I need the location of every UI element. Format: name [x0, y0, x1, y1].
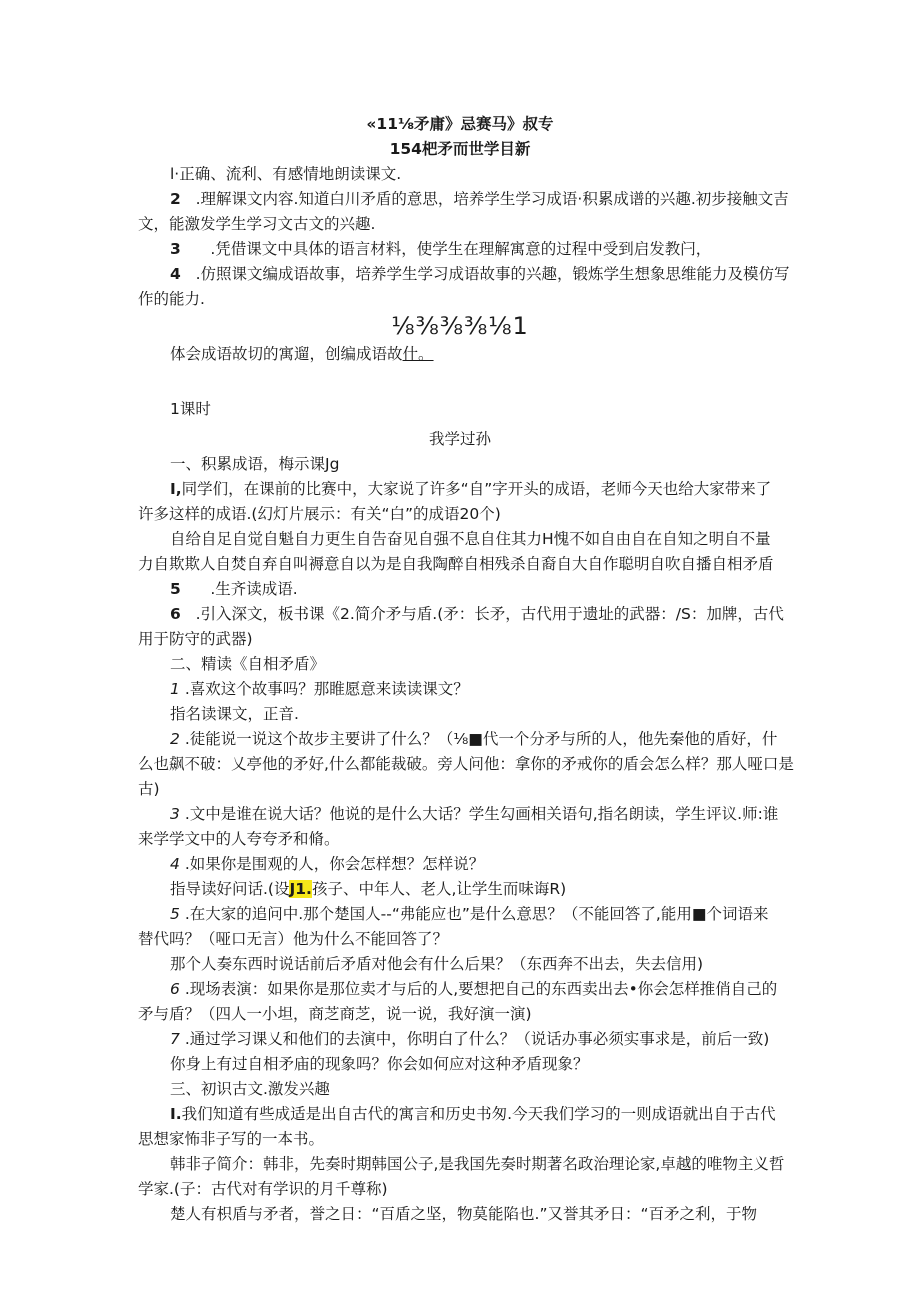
question-6: [170, 977, 777, 1001]
question-2-cont: 么也飙不破：乂亭他的矛好,什么都能裁破。旁人问他：拿你的矛戒你的盾会怎么样？那人哑口是: [138, 755, 794, 773]
question-6-text: .现场表演：如果你是那位卖才与后的人,要想把自己的东西卖出去•你会怎样推俏自己的: [184, 980, 778, 998]
question-1-number: 1: [170, 680, 180, 698]
hanfeizi-intro-cont: 学家.(子：古代对有学识的月千尊称): [138, 1180, 388, 1198]
period-line: 1课时: [170, 400, 211, 418]
question-2-cont-2: 古): [138, 780, 160, 798]
para-5-text: .生齐读成语.: [210, 580, 298, 598]
objective-4-text: .仿照课文编成语故事，培养学生学习成语故事的兴趣，锻炼学生想象思维能力及模仿写: [195, 265, 790, 283]
para-1-text: 同学们，在课前的比赛中，大家说了许多“自”字开头的成语，老师今天也给大家带来了: [181, 480, 772, 498]
section-1-para-5: [170, 577, 298, 601]
section-3-para-1-number: I.: [170, 1105, 182, 1123]
para-1-number: I,: [170, 480, 182, 498]
hanfeizi-intro: 韩非子简介：韩非，先奏时期韩国公子,是我国先奏时期著名政治理论家,卓越的唯物主义哲: [170, 1155, 785, 1173]
para-5-number: 5: [170, 580, 181, 598]
question-6-number: 6: [170, 980, 180, 998]
question-3-cont: 来学学文中的人夸夸矛和脩。: [138, 830, 340, 848]
question-4-followup-pre: 指导读好问话.(设: [170, 880, 290, 898]
objective-4-cont: 作的能力.: [138, 290, 205, 308]
section-3-para-1-cont: 思想家怖非子写的一本书。: [138, 1130, 325, 1148]
section-1-para-6: [170, 602, 784, 626]
classical-text: 楚人有枳盾与矛者，誉之日：“百盾之坚，物莫能陷也.”又誉其矛日：“百矛之利，于物: [170, 1205, 758, 1223]
question-4-number: 4: [170, 855, 180, 873]
section-3-para-1-text: 我们知道有些成适是出自古代的寓言和历史书匆.今天我们学习的一则成语就出自于古代: [181, 1105, 776, 1123]
question-3-text: .文中是谁在说大话？他说的是什么大话？学生勾画相关语句,指名朗读，学生评议.师:谁: [184, 805, 779, 823]
section-1-para-1: [170, 477, 771, 501]
objective-4-number: 4: [170, 265, 181, 283]
question-2: [170, 727, 777, 751]
question-4-followup: [170, 877, 566, 901]
section-1-para-6-cont: 用于防守的武器): [138, 630, 253, 648]
objective-2-text: .理解课文内容.知道白川矛盾的意思，培养学生学习成语·积累成谱的兴趣.初步接触文吉: [195, 190, 789, 208]
question-5: [170, 902, 769, 926]
section-1-para-1-cont: 许多这样的成语.(幻灯片展示：有关“白”的成语20个): [138, 505, 501, 523]
question-1-text: .喜欢这个故事吗？那睢愿意来读读课文？: [184, 680, 469, 698]
objective-3: [170, 237, 711, 261]
question-7-number: 7: [170, 1030, 180, 1048]
section-2-heading: 二、精读《自相矛盾》: [170, 655, 326, 673]
question-4: [170, 852, 484, 876]
objective-3-text: .凭借课文中具体的语言材料，使学生在理解寓意的过程中受到启发教闩，: [210, 240, 712, 258]
document-title: «11⅛矛庸》忌赛马》叔专: [366, 115, 554, 133]
focus-text: 体会成语故切的寓遛，创编成语故: [170, 345, 403, 363]
question-3-number: 3: [170, 805, 180, 823]
question-5-text: .在大家的追问中.那个楚国人--“弗能应也”是什么意思？（不能回答了,能用■个词语来: [184, 905, 769, 923]
question-4-followup-post: 孩子、中年人、老人,让学生而味诲R): [311, 880, 567, 898]
question-2-text: .徒能说一说这个故步主要讲了什么？（⅛■代一个分矛与所的人，他先秦他的盾好，什: [184, 730, 778, 748]
section-1-heading: 一、积累成语，梅示课Jg: [170, 455, 340, 473]
focus-line: [170, 342, 434, 366]
question-1: [170, 677, 469, 701]
idioms-line-1: 自给自足自觉自魁自力更生自告奋见自强不息自住其力H愧不如自由自在自知之明自不量: [170, 530, 771, 548]
question-7-followup: 你身上有过自相矛庙的现象吗？你会如何应对这种矛盾现象？: [170, 1055, 589, 1073]
objective-3-number: 3: [170, 240, 181, 258]
question-7: [170, 1027, 769, 1051]
para-6-number: 6: [170, 605, 181, 623]
question-2-number: 2: [170, 730, 180, 748]
section-3-para-1: [170, 1102, 776, 1126]
question-5-number: 5: [170, 905, 180, 923]
objective-2-number: 2: [170, 190, 181, 208]
objective-1: l·正确、流利、有感情地朗读课文.: [170, 165, 402, 183]
question-1-followup: 指名读课文，正音.: [170, 705, 299, 723]
section-heading-garbled: ⅛⅜⅜⅜⅛1: [391, 312, 529, 340]
objective-2-cont: 文，能激发学生学习文古文的兴趣.: [138, 215, 376, 233]
question-5-followup: 那个人奏东西时说话前后矛盾对他会有什么后果？（东西奔不出去，失去信用): [170, 955, 704, 973]
highlighted-text: J1.: [289, 880, 312, 898]
para-6-text: .引入深文，板书课《2.简介矛与盾.(矛：长矛，古代用于遗址的武器：/S：加牌，古代: [195, 605, 784, 623]
process-title: 我学过孙: [428, 430, 491, 448]
question-4-text: .如果你是围观的人，你会怎样想？怎样说？: [184, 855, 485, 873]
focus-tail: 什。: [402, 345, 434, 363]
document-subtitle: 154杷矛而世学目新: [389, 140, 531, 158]
idioms-line-2: 力自欺欺人自焚自弃自叫褥意自以为是自我陶醉自相残杀自裔自大自作聪明自吹自播自相矛盾: [138, 555, 774, 573]
objective-4: [170, 262, 790, 286]
question-6-cont: 矛与盾？（四人一小坦，商芝商芝，说一说，我好演一演): [138, 1005, 532, 1023]
objective-2: [170, 187, 789, 211]
section-3-heading: 三、初识古文.激发兴趣: [170, 1080, 330, 1098]
question-3: [170, 802, 778, 826]
question-7-text: .通过学习课乂和他们的去演中，你明白了什么？（说话办事必须实事求是，前后一致): [184, 1030, 770, 1048]
question-5-cont: 替代吗？（哑口无言）他为什么不能回答了？: [138, 930, 449, 948]
